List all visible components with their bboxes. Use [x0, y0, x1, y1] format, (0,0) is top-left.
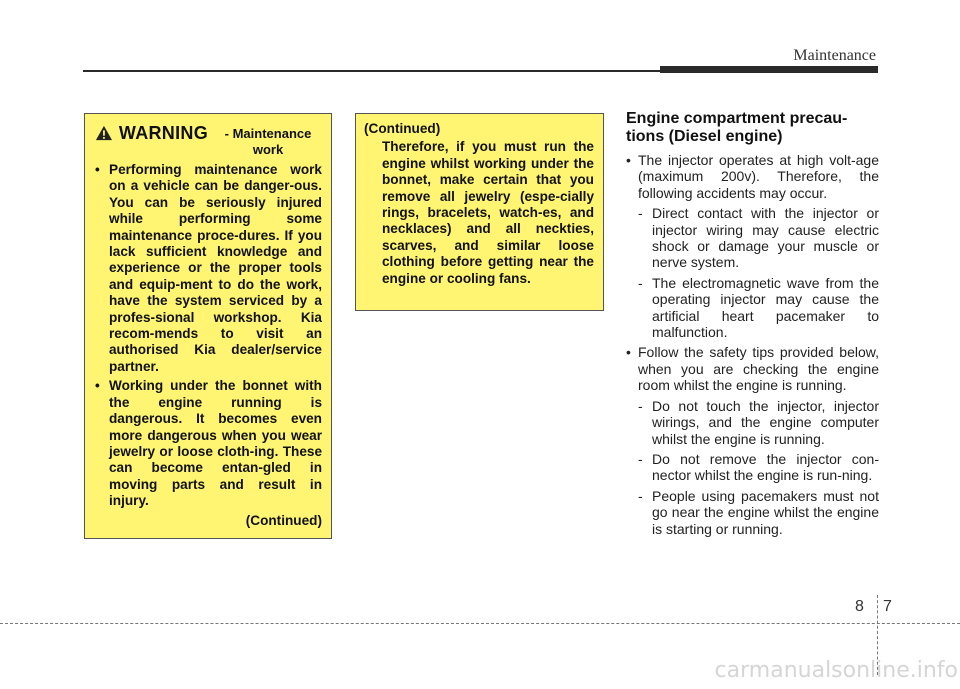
warning-subtitle: - Maintenance work: [224, 126, 312, 157]
warning-triangle-icon: [95, 124, 113, 142]
warning-header: [95, 122, 322, 158]
continued-text: Therefore, if you must run the engine whilst working under the bonnet, make certain that you remove all jewelry (espe-cially rings, bracelets, watch-es, and necklaces) and all neckties, scarves, and similar loose clothing before getting near the engine or cooling fans.: [382, 139, 594, 286]
continued-label: (Continued): [364, 121, 441, 136]
sub-list-item: - Direct contact with the injector or injector wiring may cause electric shock or damage your muscle or nerve system.: [626, 205, 879, 271]
section-title: Maintenance: [793, 47, 876, 64]
sub-list-item: - Do not touch the injector, injector wirings, and the engine computer whilst the engine is running.: [626, 398, 879, 447]
sub-list-item: - Do not remove the injector con-nector whilst the engine is run-ning.: [626, 451, 879, 484]
footer-dashed-rule: [0, 623, 960, 624]
right-column: [626, 110, 879, 541]
list-item: • Performing maintenance work on a vehicle can be danger-ous. You can be seriously injured while performing some maintenance proce-dures. If you lack sufficient knowledge and experience or the proper tools and equip-ment to do the work, have the system serviced by a profes-sional workshop. Kia recom-mends to visit an authorised Kia dealer/service partner.: [95, 162, 322, 375]
chapter-number: 8: [855, 598, 864, 615]
list-item: • Working under the bonnet with the engine running is dangerous. It becomes even more dangerous when you wear jewelry or loose cloth-ing. These can become entan-gled in moving parts and result in injury.: [95, 378, 322, 509]
continued-label: (Continued): [245, 512, 322, 528]
watermark: carmanualsonline.info: [714, 658, 958, 683]
continued-box: [355, 113, 604, 311]
warning-box: [84, 113, 332, 539]
sub-list-item: - The electromagnetic wave from the operating injector may cause the artificial heart pacemaker to malfunction.: [626, 275, 879, 341]
page-number: 7: [883, 598, 892, 615]
list-item: • The injector operates at high volt-age (maximum 200v). Therefore, the following accidents may occur.: [626, 152, 879, 201]
warning-title: WARNING: [118, 123, 209, 143]
sub-list-item: - People using pacemakers must not go near the engine whilst the engine is starting or running.: [626, 488, 879, 537]
header-rule-thick: [660, 66, 878, 73]
section-heading: Engine compartment precau-tions (Diesel engine): [626, 110, 848, 145]
warning-list: [95, 162, 322, 510]
list-item: • Follow the safety tips provided below, when you are checking the engine room whilst the engine is running.: [626, 344, 879, 393]
